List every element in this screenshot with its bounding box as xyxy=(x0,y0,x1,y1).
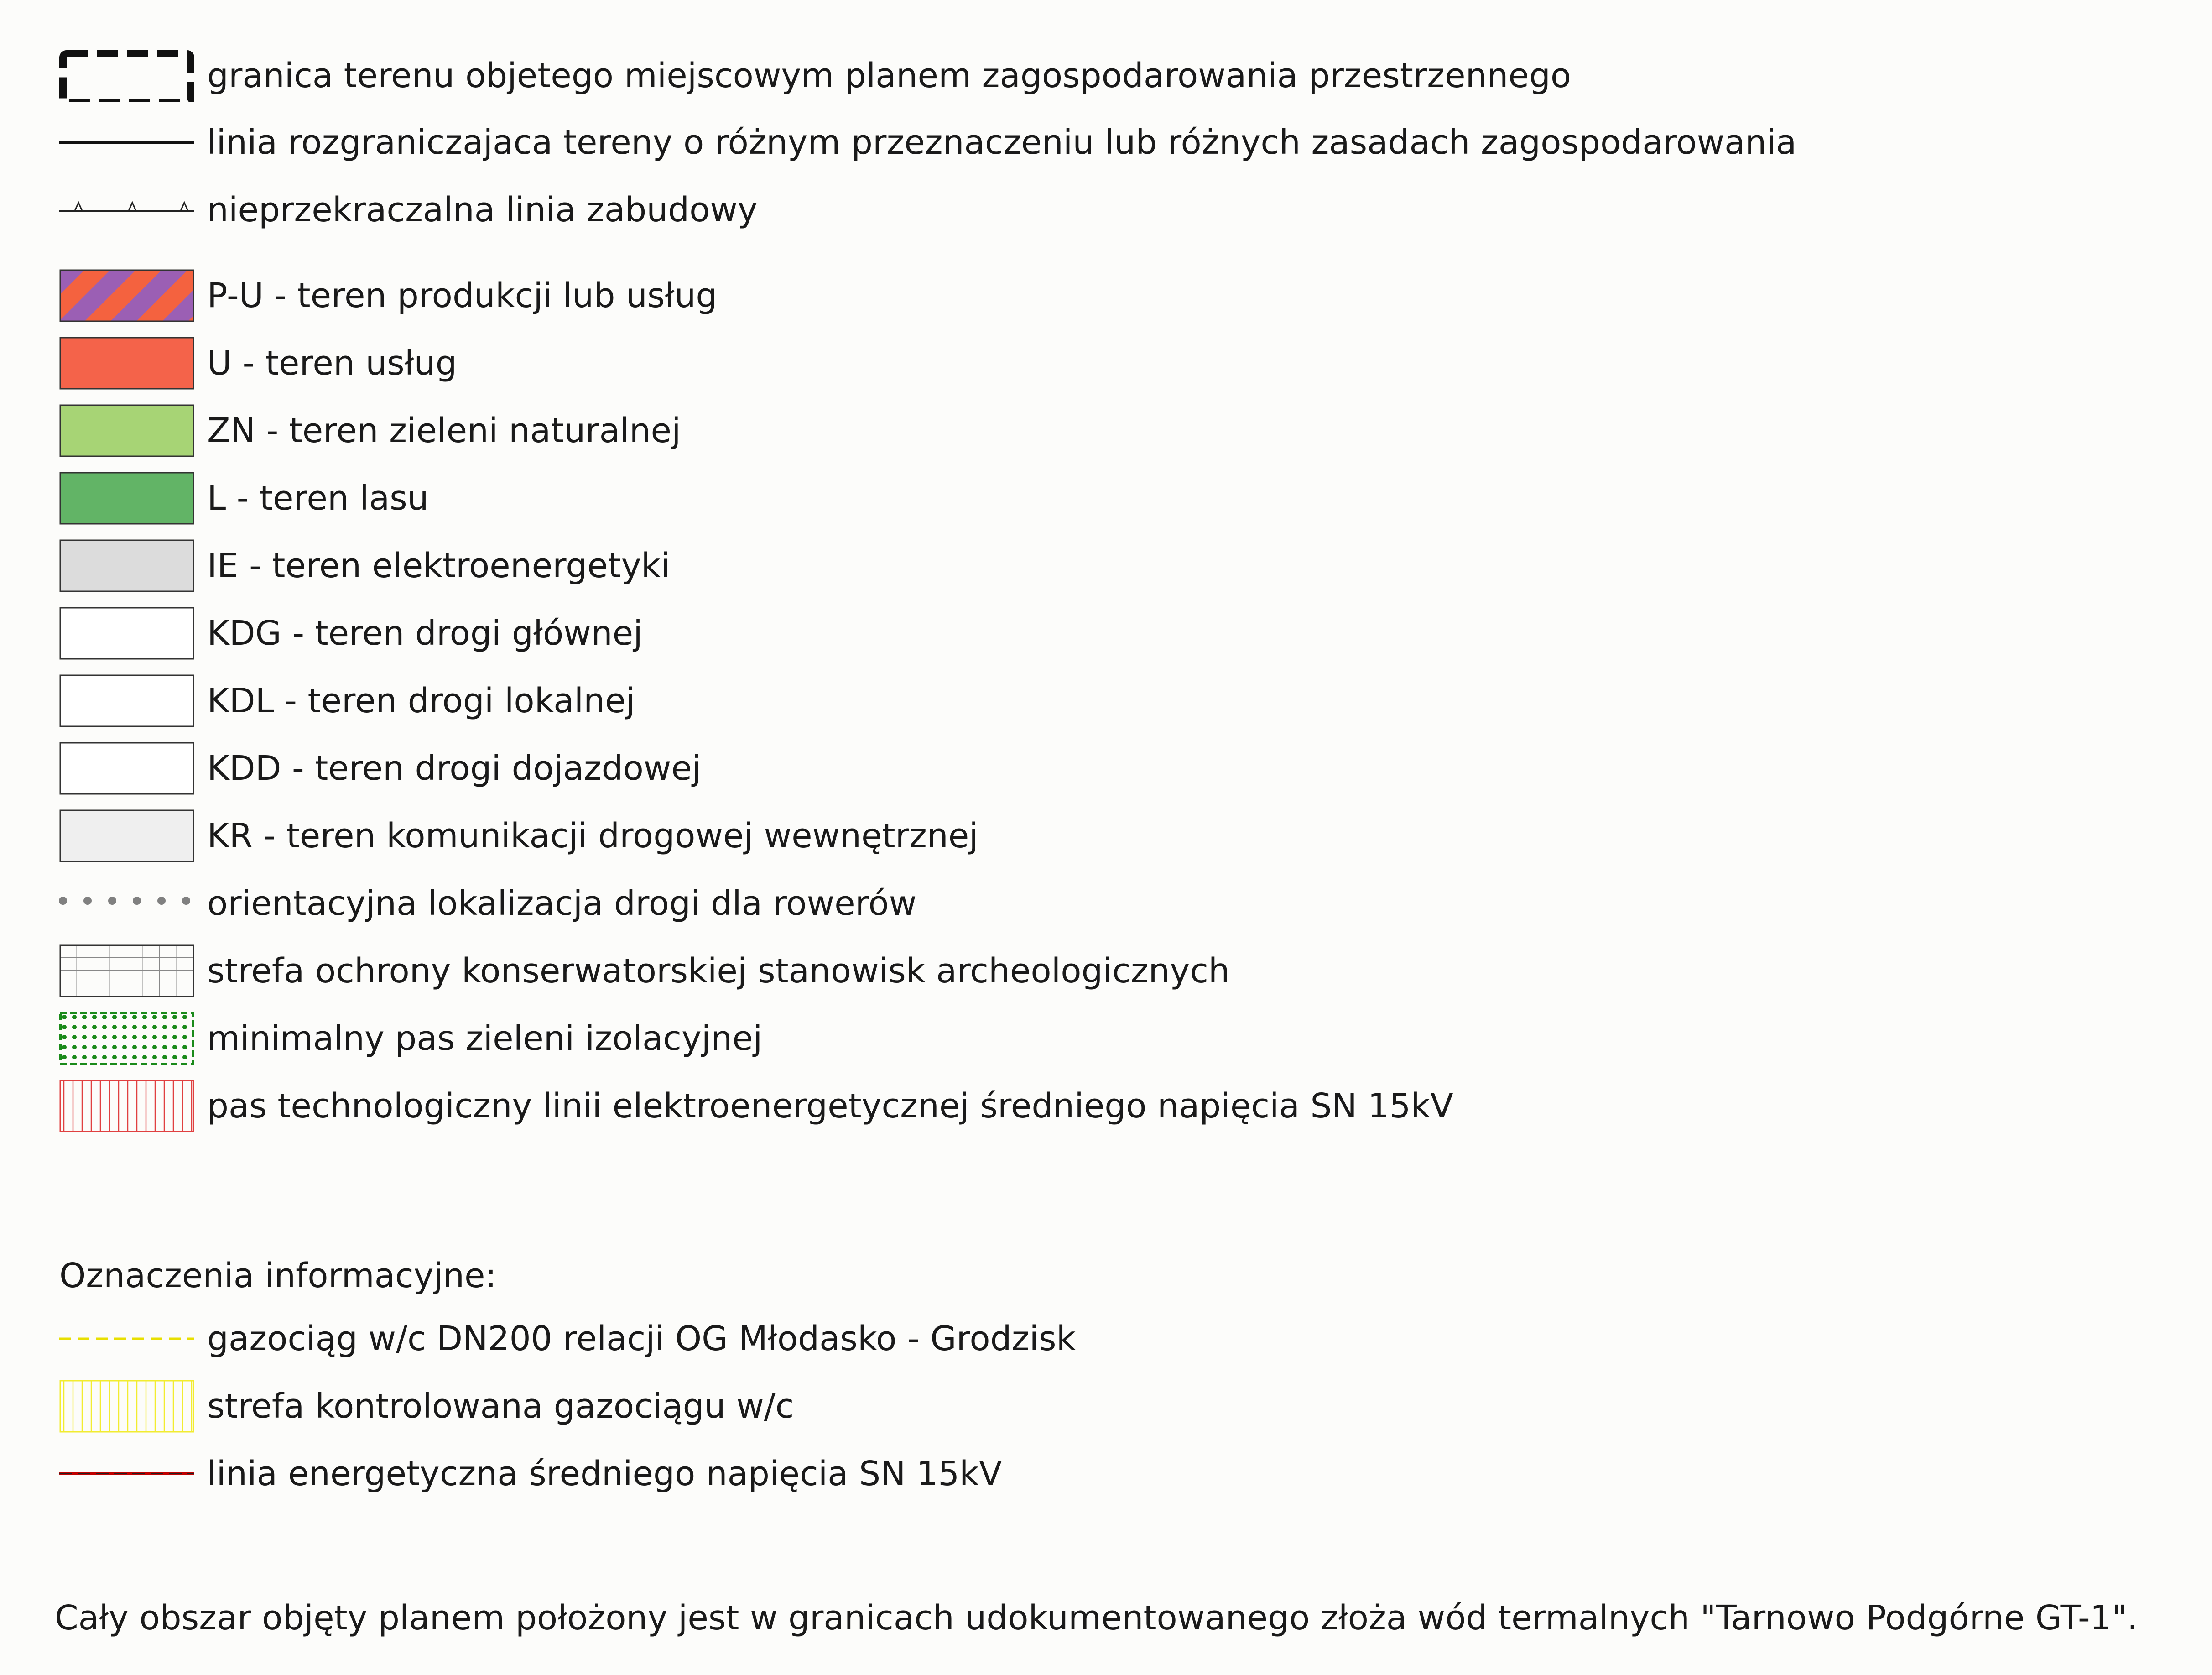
yellow-vertical-hatch-icon xyxy=(59,1380,194,1433)
legend-row-boundary xyxy=(0,49,2190,104)
info-label-power: linia energetyczna średniego napięcia SN 15kV xyxy=(207,1454,1002,1493)
legend-label-kr: KR - teren komunikacji drogowej wewnętrznej xyxy=(207,816,978,856)
legend-label-ie: IE - teren elektroenergetyki xyxy=(207,546,670,585)
info-row-gas-zone xyxy=(0,1380,2190,1435)
legend-row-green-belt xyxy=(0,1012,2190,1067)
dotted-line-icon xyxy=(59,877,194,930)
legend-row-pu xyxy=(0,269,2190,324)
grid-hatch-icon xyxy=(59,944,194,997)
pu-swatch xyxy=(59,269,194,322)
legend-label-divider: linia rozgraniczajaca tereny o różnym przeznaczeniu lub różnych zasadach zagospodarowania xyxy=(207,123,1797,162)
legend-row-l xyxy=(0,472,2190,527)
kdl-swatch xyxy=(59,674,194,727)
legend-label-l: L - teren lasu xyxy=(207,479,429,518)
legend-label-kdl: KDL - teren drogi lokalnej xyxy=(207,681,635,720)
legend-label-boundary: granica terenu objetego miejscowym planem zagospodarowania przestrzennego xyxy=(207,56,1572,95)
legend-row-bike xyxy=(0,877,2190,932)
l-swatch xyxy=(59,472,194,525)
kdd-swatch xyxy=(59,742,194,795)
legend-label-pu: P-U - teren produkcji lub usług xyxy=(207,276,718,315)
red-vertical-hatch-icon xyxy=(59,1080,194,1132)
footer-note: Cały obszar objęty planem położony jest w granicach udokumentowanego złoża wód termalnych "Tarnowo Podgórne GT-1". xyxy=(55,1598,2138,1638)
green-dots-icon xyxy=(59,1012,194,1065)
legend-label-green-belt: minimalny pas zieleni izolacyjnej xyxy=(207,1019,763,1058)
dashed-boundary-icon xyxy=(59,49,194,102)
u-swatch xyxy=(59,337,194,390)
zn-swatch xyxy=(59,404,194,457)
power-line-icon xyxy=(59,1447,194,1500)
legend-label-kdd: KDD - teren drogi dojazdowej xyxy=(207,749,702,788)
building-line-icon xyxy=(59,183,194,236)
legend-label-zn: ZN - teren zieleni naturalnej xyxy=(207,411,681,450)
kr-swatch xyxy=(59,809,194,862)
info-row-power xyxy=(0,1447,2190,1502)
info-heading: Oznaczenia informacyjne: xyxy=(59,1256,497,1295)
legend-row-tech-strip xyxy=(0,1080,2190,1134)
legend-label-building-line: nieprzekraczalna linia zabudowy xyxy=(207,190,758,230)
legend-row-archeo xyxy=(0,944,2190,999)
legend-label-bike: orientacyjna lokalizacja drogi dla rowerów xyxy=(207,884,917,923)
info-label-gas: gazociąg w/c DN200 relacji OG Młodasko - Grodzisk xyxy=(207,1319,1076,1358)
legend-label-tech-strip: pas technologiczny linii elektroenergetycznej średniego napięcia SN 15kV xyxy=(207,1086,1453,1126)
gas-line-icon xyxy=(59,1312,194,1365)
legend-row-kr xyxy=(0,809,2190,864)
solid-line-icon xyxy=(59,116,194,169)
legend-row-kdg xyxy=(0,607,2190,662)
legend-row-zn xyxy=(0,404,2190,459)
legend-row-kdl xyxy=(0,674,2190,729)
kdg-swatch xyxy=(59,607,194,660)
legend-row-building-line xyxy=(0,183,2190,238)
legend-row-u xyxy=(0,337,2190,391)
legend-row-divider xyxy=(0,116,2190,171)
info-row-gas xyxy=(0,1312,2190,1367)
legend-label-archeo: strefa ochrony konserwatorskiej stanowisk archeologicznych xyxy=(207,951,1230,991)
legend-row-ie xyxy=(0,539,2190,594)
legend-row-kdd xyxy=(0,742,2190,797)
ie-swatch xyxy=(59,539,194,592)
info-label-gas-zone: strefa kontrolowana gazociągu w/c xyxy=(207,1387,794,1426)
legend-label-u: U - teren usług xyxy=(207,344,457,383)
legend-label-kdg: KDG - teren drogi głównej xyxy=(207,614,643,653)
